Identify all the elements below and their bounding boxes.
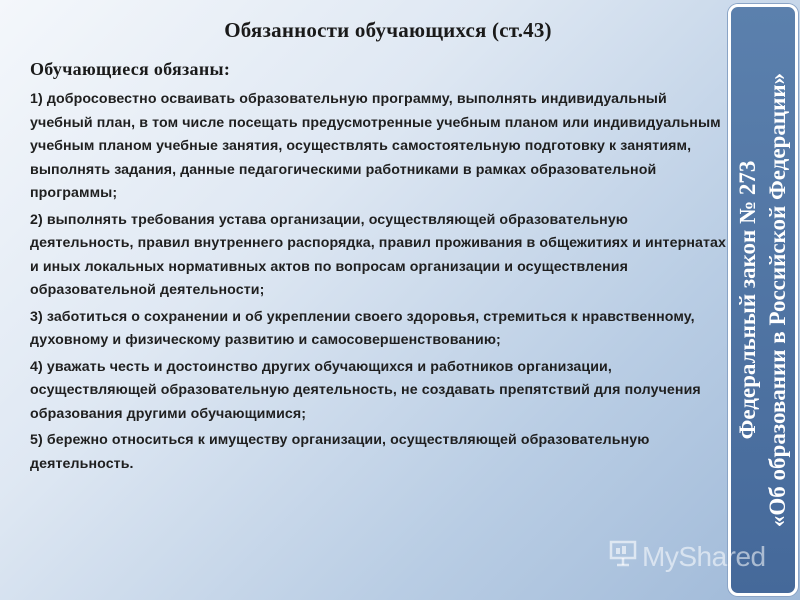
duty-item-1: 1) добросовестно осваивать образовательную программу, выполнять индивидуальный учебный план, в том числе посещать предусмотренные учебным планом или индивидуальным учебным планом учебные занятия, осуществлять самостоятельную подготовку к занятиям, выполнять задания, данные педагогическими работниками в рамках образовательной программы;: [30, 91, 721, 201]
slide-title: Обязанности обучающихся (ст.43): [224, 18, 552, 42]
law-caption: [733, 15, 793, 585]
duty-item-4: 4) уважать честь и достоинство других обучающихся и работников организации, осуществляющей образовательную деятельность, не создавать препятствий для получения образования другими обучающимися;: [30, 358, 701, 422]
duty-item-5: 5) бережно относиться к имуществу организации, осуществляющей образовательную деятельность.: [30, 432, 650, 472]
law-caption-line1: Федеральный закон № 273: [735, 160, 760, 440]
duty-item-3: 3) заботиться о сохранении и об укреплении своего здоровья, стремиться к нравственному, духовному и физическому развитию и самосовершенствованию;: [30, 308, 695, 348]
presentation-board-icon: [608, 538, 638, 575]
watermark-text: MyShared: [642, 540, 766, 572]
watermark: [608, 538, 766, 575]
slide-content: [28, 18, 728, 479]
duty-item-2: 2) выполнять требования устава организации, осуществляющей образовательную деятельность, правил внутреннего распорядка, правил проживания в общежитиях и интернатах и иных локальных нормативных актов по вопросам организации и осуществления образовательной деятельности;: [30, 211, 727, 298]
slide-subtitle: Обучающиеся обязаны:: [30, 59, 231, 79]
law-side-panel: [728, 4, 798, 596]
law-caption-line2: «Об образовании в Российской Федерации»: [765, 72, 790, 528]
